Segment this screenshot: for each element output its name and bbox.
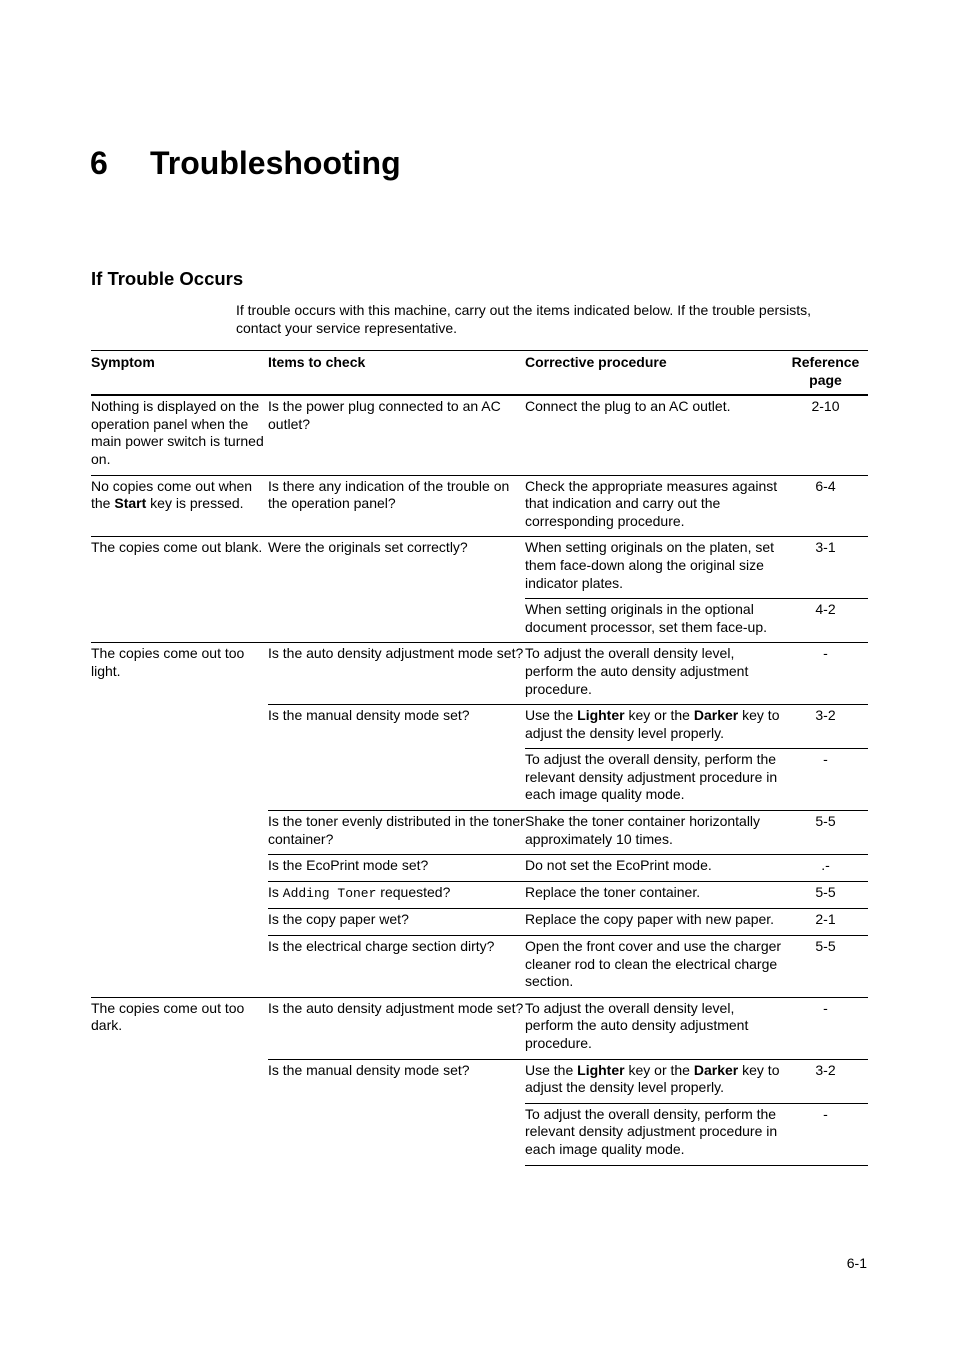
- symptom-text: No copies come out when the: [91, 477, 253, 512]
- symptom-cell: The copies come out too dark.: [91, 997, 268, 1165]
- reference-cell: 3-1: [783, 537, 868, 599]
- check-cell: Is the manual density mode set?: [268, 1059, 525, 1165]
- troubleshooting-table: [91, 350, 868, 1166]
- table-row: [91, 475, 868, 537]
- procedure-text: Use the: [525, 707, 578, 724]
- table-row: [91, 537, 868, 599]
- symptom-cell: Nothing is displayed on the operation panel when the main power switch is turned on.: [91, 398, 264, 467]
- table-row: [91, 997, 868, 1059]
- check-cell: Is the auto density adjustment mode set?: [268, 643, 525, 705]
- symptom-cell: The copies come out too light.: [91, 643, 268, 998]
- check-cell: Is the EcoPrint mode set?: [268, 855, 525, 882]
- start-key-label: Start: [114, 495, 147, 512]
- adding-toner-message: Adding Toner: [282, 885, 377, 901]
- page-number: 6-1: [846, 1255, 867, 1271]
- symptom-cell: [91, 475, 268, 537]
- procedure-text: key or the: [624, 707, 694, 724]
- table-header-row: [91, 351, 868, 396]
- lighter-key-label: Lighter: [577, 707, 625, 724]
- chapter-heading: [90, 143, 401, 183]
- header-items-to-check: Items to check: [268, 351, 525, 396]
- procedure-cell: Shake the toner container horizontally approximately 10 times.: [525, 811, 783, 855]
- procedure-text: key to adjust the density level properly.: [525, 707, 780, 741]
- reference-cell: 6-4: [783, 475, 868, 537]
- header-corrective-procedure: Corrective procedure: [525, 351, 783, 396]
- procedure-cell: Replace the copy paper with new paper.: [525, 909, 783, 936]
- reference-cell: -: [783, 997, 868, 1059]
- procedure-cell: Replace the toner container.: [525, 881, 783, 909]
- procedure-text: key to adjust the density level properly.: [525, 1061, 780, 1096]
- header-symptom: Symptom: [91, 351, 268, 396]
- reference-cell: 5-5: [783, 936, 868, 998]
- check-text: requested?: [376, 883, 451, 900]
- procedure-cell: To adjust the overall density, perform the relevant density adjustment procedure in each image quality mode.: [525, 1103, 783, 1165]
- procedure-cell: Open the front cover and use the charger cleaner rod to clean the electrical charge section.: [525, 936, 783, 998]
- check-text: Is: [268, 883, 283, 900]
- reference-cell: 3-2: [783, 1059, 868, 1103]
- procedure-cell: Check the appropriate measures against that indication and carry out the corresponding procedure.: [525, 475, 783, 537]
- reference-cell: -: [783, 643, 868, 705]
- procedure-cell: When setting originals on the platen, set them face-down along the original size indicator plates.: [525, 537, 783, 599]
- lighter-key-label: Lighter: [577, 1061, 625, 1078]
- reference-cell: .-: [783, 855, 868, 882]
- chapter-title: Troubleshooting: [150, 145, 401, 181]
- procedure-cell: Connect the plug to an AC outlet.: [525, 398, 731, 415]
- check-cell: Is the auto density adjustment mode set?: [268, 997, 525, 1059]
- procedure-cell: When setting originals in the optional document processor, set them face-up.: [525, 599, 783, 643]
- symptom-cell: The copies come out blank.: [91, 537, 268, 643]
- reference-cell: 2-1: [783, 909, 868, 936]
- check-cell: Is the power plug connected to an AC outlet?: [268, 398, 501, 432]
- procedure-cell: To adjust the overall density, perform the relevant density adjustment procedure in each image quality mode.: [525, 749, 783, 811]
- reference-cell: 5-5: [783, 881, 868, 909]
- check-cell: Is the toner evenly distributed in the toner container?: [268, 811, 525, 855]
- darker-key-label: Darker: [693, 707, 739, 724]
- table-row: [91, 395, 868, 475]
- check-cell: Is the electrical charge section dirty?: [268, 936, 525, 998]
- procedure-text: Use the: [525, 1061, 578, 1078]
- symptom-text: key is pressed.: [146, 495, 244, 512]
- section-title: If Trouble Occurs: [91, 268, 244, 289]
- procedure-cell: [525, 1059, 783, 1103]
- reference-cell: 3-2: [783, 705, 868, 749]
- reference-cell: 2-10: [811, 398, 840, 415]
- reference-cell: -: [783, 749, 868, 811]
- header-reference-page: Reference page: [783, 351, 868, 396]
- check-cell: [268, 881, 525, 909]
- check-cell: Were the originals set correctly?: [268, 537, 525, 643]
- reference-cell: 4-2: [783, 599, 868, 643]
- procedure-text: key or the: [624, 1061, 694, 1078]
- table-row: [91, 643, 868, 705]
- check-cell: Is the copy paper wet?: [268, 909, 525, 936]
- procedure-cell: Do not set the EcoPrint mode.: [525, 855, 783, 882]
- chapter-number: 6: [90, 145, 108, 181]
- procedure-cell: [525, 705, 783, 749]
- procedure-cell: To adjust the overall density level, perform the auto density adjustment procedure.: [525, 997, 783, 1059]
- reference-cell: -: [783, 1103, 868, 1165]
- procedure-cell: To adjust the overall density level, perform the auto density adjustment procedure.: [525, 643, 783, 705]
- reference-cell: 5-5: [783, 811, 868, 855]
- check-cell: Is there any indication of the trouble on the operation panel?: [268, 475, 525, 537]
- darker-key-label: Darker: [693, 1061, 739, 1078]
- intro-text: If trouble occurs with this machine, carry out the items indicated below. If the trouble persists, contact your service representative.: [236, 302, 812, 336]
- check-cell: Is the manual density mode set?: [268, 705, 525, 811]
